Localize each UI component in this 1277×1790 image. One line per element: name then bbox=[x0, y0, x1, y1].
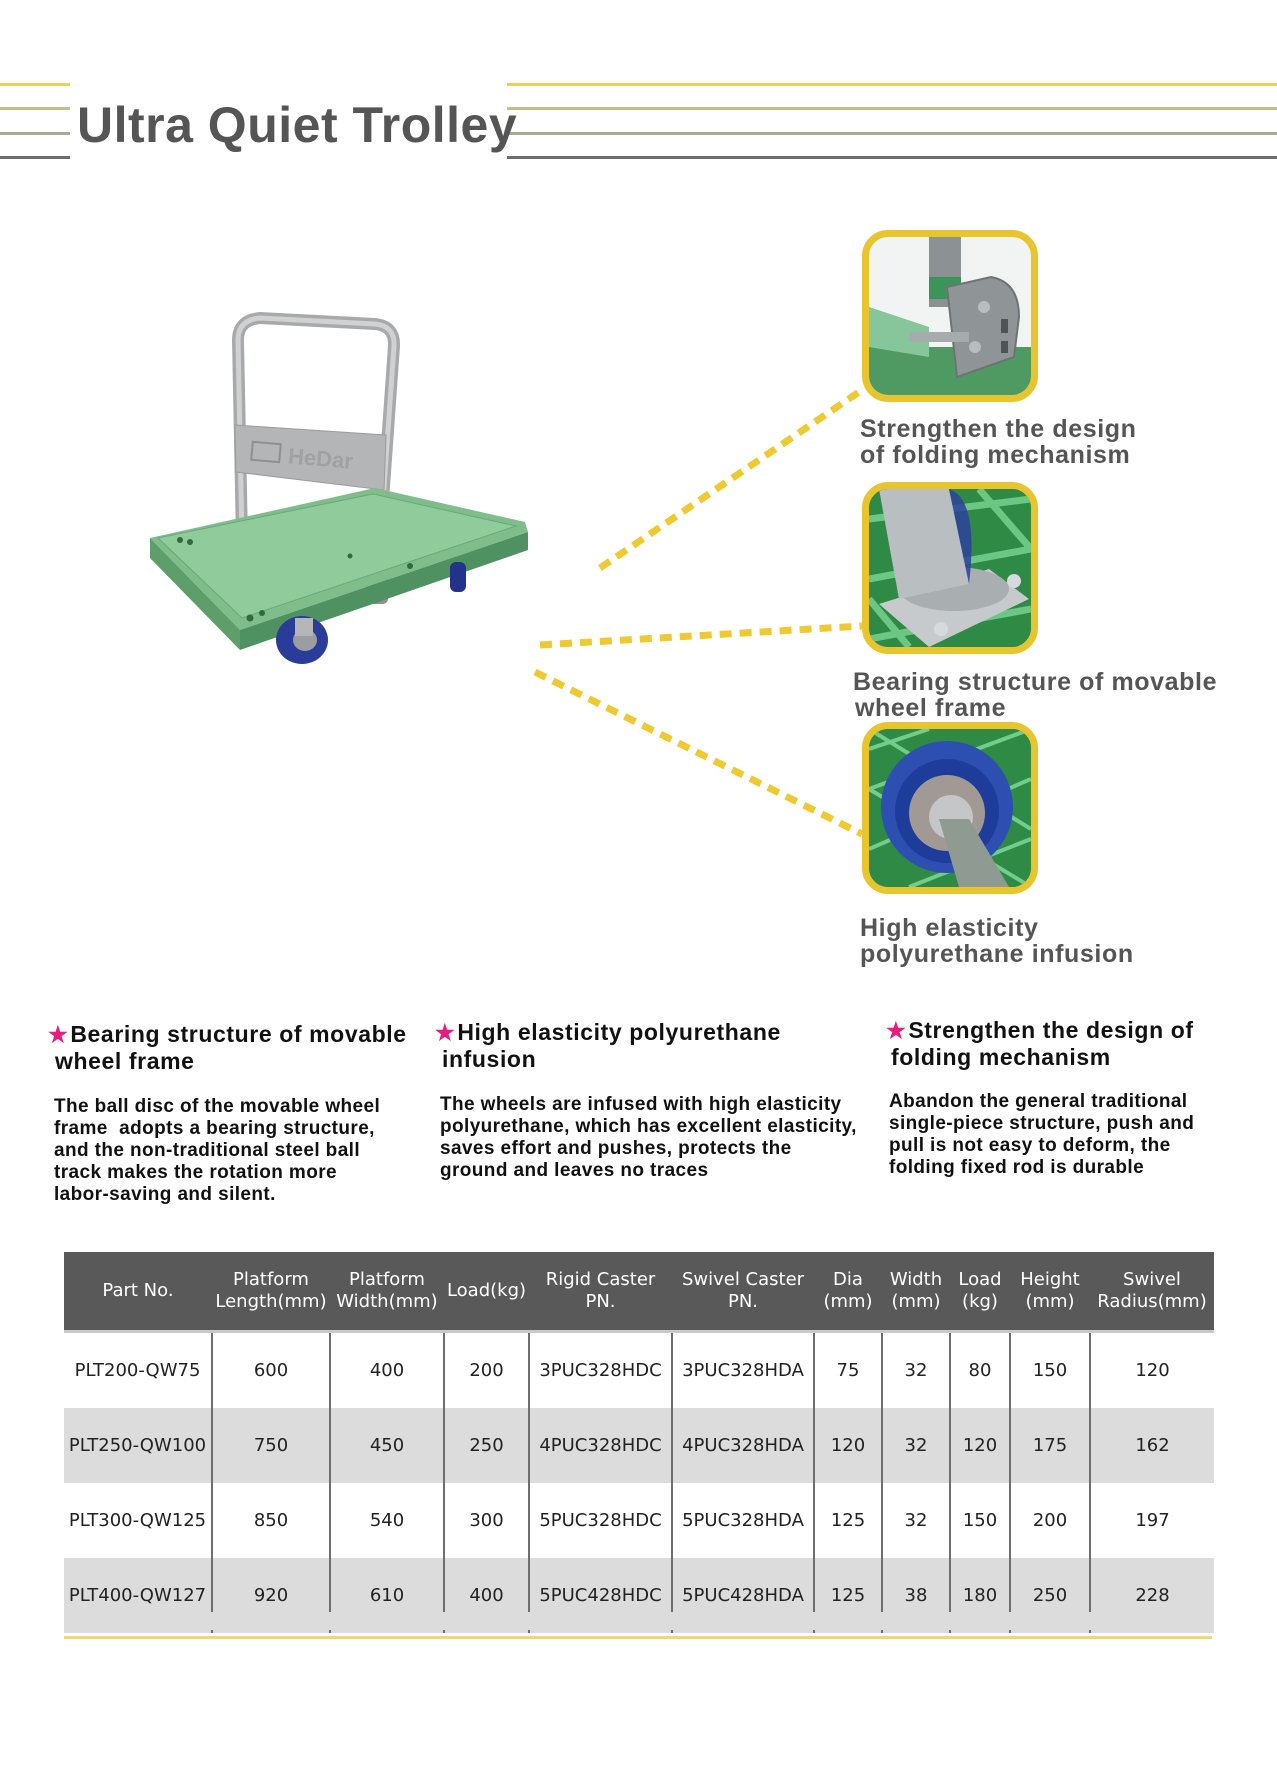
callout-label-line: High elasticity bbox=[860, 914, 1039, 942]
feature-body-line: The ball disc of the movable wheel bbox=[54, 1096, 381, 1117]
spec-table-header-row bbox=[64, 1252, 1214, 1332]
cell-part-no: PLT400-QW127 bbox=[64, 1558, 212, 1633]
cell-swivel-caster: 5PUC428HDA bbox=[672, 1558, 814, 1633]
header-line: Width bbox=[889, 1269, 943, 1290]
header-line: (mm) bbox=[1025, 1291, 1075, 1312]
feature-body-line: ground and leaves no traces bbox=[440, 1160, 709, 1181]
feature-body-line: polyurethane, which has excellent elasticity, bbox=[440, 1116, 857, 1137]
header-line: Rigid Caster bbox=[545, 1269, 656, 1290]
spec-table bbox=[64, 1252, 1214, 1633]
header-line: Swivel Caster bbox=[681, 1269, 805, 1290]
col-header-wheel-width bbox=[882, 1252, 950, 1332]
cell-rigid-caster: 3PUC328HDC bbox=[529, 1332, 672, 1409]
col-header-swivel-caster bbox=[672, 1252, 814, 1332]
header-line: Load bbox=[958, 1269, 1002, 1290]
header-line: (mm) bbox=[823, 1291, 873, 1312]
polyurethane-wheel-icon bbox=[869, 729, 1031, 887]
cell-platform-width: 540 bbox=[330, 1483, 444, 1558]
table-row bbox=[64, 1332, 1214, 1409]
header-line: Radius(mm) bbox=[1097, 1291, 1207, 1312]
callout-label-line: wheel frame bbox=[855, 694, 1007, 722]
header-line: Load(kg) bbox=[446, 1280, 527, 1301]
cell-wheel-load: 180 bbox=[950, 1558, 1010, 1633]
col-header-platform-length bbox=[212, 1252, 330, 1332]
feature-title-line: Bearing structure of movable bbox=[70, 1021, 407, 1047]
col-header-load bbox=[444, 1252, 529, 1332]
header-line: (mm) bbox=[891, 1291, 941, 1312]
cell-height: 250 bbox=[1010, 1558, 1090, 1633]
header-line: PN. bbox=[727, 1291, 759, 1312]
header-line: Platform bbox=[233, 1269, 309, 1290]
cell-platform-width: 450 bbox=[330, 1408, 444, 1483]
cell-platform-length: 750 bbox=[212, 1408, 330, 1483]
col-header-swivel-radius bbox=[1090, 1252, 1214, 1332]
callout-label-folding bbox=[860, 416, 1137, 468]
header-line: Swivel bbox=[1123, 1269, 1181, 1290]
feature-title-line: High elasticity polyurethane bbox=[457, 1019, 781, 1045]
feature-title-bearing bbox=[48, 1021, 407, 1075]
callout-label-line: polyurethane infusion bbox=[860, 940, 1134, 968]
cell-load: 250 bbox=[444, 1408, 529, 1483]
feature-title-folding bbox=[886, 1017, 1194, 1071]
callout-label-line: Strengthen the design bbox=[860, 415, 1137, 443]
cell-wheel-load: 150 bbox=[950, 1483, 1010, 1558]
col-header-wheel-load bbox=[950, 1252, 1010, 1332]
bottom-rule bbox=[64, 1636, 1212, 1639]
header-line: PN. bbox=[585, 1291, 616, 1312]
cell-swivel-caster: 3PUC328HDA bbox=[672, 1332, 814, 1409]
feature-body-line: track makes the rotation more bbox=[54, 1162, 337, 1183]
feature-body-line: labor-saving and silent. bbox=[54, 1184, 276, 1205]
cell-part-no: PLT200-QW75 bbox=[64, 1332, 212, 1409]
header-line: Width(mm) bbox=[336, 1291, 438, 1312]
callout-label-line: Bearing structure of movable bbox=[853, 668, 1218, 696]
cell-rigid-caster: 4PUC328HDC bbox=[529, 1408, 672, 1483]
callout-label-line: of folding mechanism bbox=[860, 441, 1131, 469]
page-title: Ultra Quiet Trolley bbox=[77, 97, 518, 153]
feature-title-line: folding mechanism bbox=[891, 1044, 1111, 1070]
table-bottom-band bbox=[64, 1612, 1212, 1630]
cell-dia: 125 bbox=[814, 1558, 882, 1633]
cell-dia: 125 bbox=[814, 1483, 882, 1558]
col-header-height bbox=[1010, 1252, 1090, 1332]
header-line: Dia bbox=[833, 1269, 863, 1290]
header-line: Platform bbox=[349, 1269, 425, 1290]
feature-title-line: wheel frame bbox=[55, 1048, 195, 1074]
header-line: Height bbox=[1020, 1269, 1080, 1290]
cell-platform-width: 610 bbox=[330, 1558, 444, 1633]
cell-load: 400 bbox=[444, 1558, 529, 1633]
cell-wheel-width: 32 bbox=[882, 1332, 950, 1409]
col-header-platform-width bbox=[330, 1252, 444, 1332]
cell-part-no: PLT300-QW125 bbox=[64, 1483, 212, 1558]
feature-body-line: saves effort and pushes, protects the bbox=[440, 1138, 792, 1159]
feature-title-line: Strengthen the design of bbox=[908, 1017, 1194, 1043]
cell-height: 200 bbox=[1010, 1483, 1090, 1558]
cell-wheel-load: 80 bbox=[950, 1332, 1010, 1409]
table-row bbox=[64, 1408, 1214, 1483]
cell-rigid-caster: 5PUC428HDC bbox=[529, 1558, 672, 1633]
folding-hinge-icon bbox=[869, 237, 1031, 395]
callout-label-wheel bbox=[860, 915, 1134, 967]
cell-part-no: PLT250-QW100 bbox=[64, 1408, 212, 1483]
callout-thumb-folding bbox=[862, 230, 1038, 402]
feature-body-bearing bbox=[54, 1096, 380, 1206]
cell-platform-width: 400 bbox=[330, 1332, 444, 1409]
cell-swivel-caster: 4PUC328HDA bbox=[672, 1408, 814, 1483]
feature-body-polyurethane bbox=[440, 1094, 857, 1182]
cell-swivel-radius: 162 bbox=[1090, 1408, 1214, 1483]
feature-body-line: frame adopts a bearing structure, bbox=[54, 1118, 375, 1139]
cell-rigid-caster: 5PUC328HDC bbox=[529, 1483, 672, 1558]
star-icon: ★ bbox=[48, 1022, 69, 1047]
col-header-rigid-caster bbox=[529, 1252, 672, 1332]
star-icon: ★ bbox=[435, 1020, 456, 1045]
col-header-dia bbox=[814, 1252, 882, 1332]
swivel-bearing-icon bbox=[869, 489, 1031, 647]
feature-body-line: and the non-traditional steel ball bbox=[54, 1140, 361, 1161]
cell-platform-length: 850 bbox=[212, 1483, 330, 1558]
cell-height: 175 bbox=[1010, 1408, 1090, 1483]
cell-load: 200 bbox=[444, 1332, 529, 1409]
cell-wheel-width: 32 bbox=[882, 1483, 950, 1558]
feature-title-polyurethane bbox=[435, 1019, 781, 1073]
cell-dia: 120 bbox=[814, 1408, 882, 1483]
header-line: (kg) bbox=[962, 1291, 998, 1312]
header-line: Part No. bbox=[102, 1280, 174, 1301]
header-line: Length(mm) bbox=[215, 1291, 327, 1312]
brand-plate-text: HeDar bbox=[287, 443, 354, 474]
star-icon: ★ bbox=[886, 1018, 907, 1043]
cell-platform-length: 600 bbox=[212, 1332, 330, 1409]
cell-swivel-caster: 5PUC328HDA bbox=[672, 1483, 814, 1558]
callout-thumb-wheel bbox=[862, 722, 1038, 894]
feature-body-line: single-piece structure, push and bbox=[889, 1113, 1195, 1134]
cell-load: 300 bbox=[444, 1483, 529, 1558]
cell-swivel-radius: 197 bbox=[1135, 1510, 1170, 1531]
feature-body-line: The wheels are infused with high elasticity bbox=[440, 1094, 842, 1115]
feature-body-line: Abandon the general traditional bbox=[889, 1091, 1188, 1112]
cell-swivel-radius: 228 bbox=[1090, 1558, 1214, 1633]
feature-body-line: folding fixed rod is durable bbox=[889, 1157, 1145, 1178]
callout-thumb-bearing bbox=[862, 482, 1038, 654]
feature-title-line: infusion bbox=[442, 1046, 537, 1072]
cell-dia: 75 bbox=[814, 1332, 882, 1409]
callout-label-bearing bbox=[853, 669, 1217, 721]
cell-height: 150 bbox=[1010, 1332, 1090, 1409]
table-row bbox=[64, 1483, 1214, 1558]
feature-body-folding bbox=[889, 1091, 1194, 1179]
cell-wheel-load: 120 bbox=[950, 1408, 1010, 1483]
cell-wheel-width: 38 bbox=[882, 1558, 950, 1633]
cell-platform-length: 920 bbox=[212, 1558, 330, 1633]
cell-wheel-width: 32 bbox=[882, 1408, 950, 1483]
cell-swivel-radius: 120 bbox=[1135, 1360, 1170, 1381]
feature-body-line: pull is not easy to deform, the bbox=[889, 1135, 1171, 1156]
col-header-part-no bbox=[64, 1252, 212, 1332]
